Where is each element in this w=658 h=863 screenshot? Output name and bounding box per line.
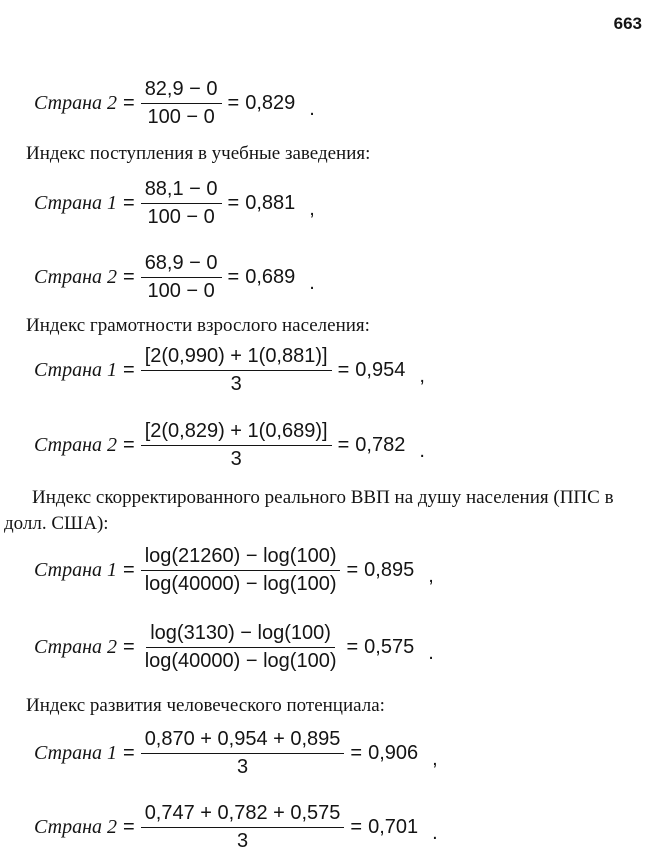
punctuation: , (432, 748, 438, 770)
punctuation: . (419, 440, 425, 462)
equation-country2-gdp (34, 622, 434, 673)
punctuation: , (309, 198, 315, 220)
heading-gdp-index: Индекс скорректированного реального ВВП на душу населения (ППС в долл. США): (4, 487, 614, 534)
equation-country2-education (34, 78, 315, 129)
denominator: 100 − 0 (147, 280, 215, 302)
result-value: 0,954 (355, 359, 406, 381)
fraction (141, 545, 341, 596)
denominator: log(40000) − log(100) (144, 650, 337, 672)
denominator: 3 (230, 448, 242, 470)
equation-lhs: Страна 2 (34, 266, 117, 288)
result-value: 0,782 (355, 434, 406, 456)
equals-sign: = (346, 636, 359, 658)
equation-country2-literacy (34, 420, 425, 471)
equals-sign: = (123, 266, 135, 288)
fraction (141, 622, 341, 673)
fraction (141, 802, 345, 853)
equation-lhs: Страна 1 (34, 359, 117, 381)
equals-sign: = (227, 192, 240, 214)
fraction (141, 728, 345, 779)
fraction (141, 252, 222, 303)
heading-literacy-index: Индекс грамотности взрослого населения: (26, 315, 370, 336)
fraction (141, 420, 332, 471)
equals-sign: = (123, 434, 135, 456)
numerator: log(3130) − log(100) (146, 622, 335, 648)
equation-country1-enrollment (34, 178, 315, 229)
equals-sign: = (350, 742, 363, 764)
denominator: 3 (236, 830, 249, 852)
equation-lhs: Страна 2 (34, 636, 117, 658)
denominator: 3 (230, 373, 242, 395)
numerator: 68,9 − 0 (141, 252, 222, 278)
equation-country1-gdp (34, 545, 434, 596)
numerator: [2(0,990) + 1(0,881)] (141, 345, 332, 371)
equation-country1-hdi (34, 728, 438, 779)
equation-lhs: Страна 1 (34, 742, 117, 764)
equals-sign: = (227, 266, 240, 288)
punctuation: . (309, 98, 315, 120)
fraction (141, 178, 222, 229)
equals-sign: = (123, 92, 135, 114)
equation-lhs: Страна 2 (34, 816, 117, 838)
equation-country1-literacy (34, 345, 425, 396)
numerator: log(21260) − log(100) (141, 545, 341, 571)
equation-lhs: Страна 1 (34, 192, 117, 214)
equals-sign: = (337, 434, 350, 456)
equation-lhs: Страна 2 (34, 434, 117, 456)
punctuation: . (432, 822, 438, 844)
equals-sign: = (123, 192, 135, 214)
numerator: 88,1 − 0 (141, 178, 222, 204)
denominator: 100 − 0 (147, 106, 215, 128)
punctuation: . (309, 272, 315, 294)
heading-enrollment-index: Индекс поступления в учебные заведения: (26, 143, 371, 164)
equation-lhs: Страна 2 (34, 92, 117, 114)
fraction (141, 345, 332, 396)
equals-sign: = (123, 816, 135, 838)
result-value: 0,689 (245, 266, 296, 288)
numerator: 82,9 − 0 (141, 78, 222, 104)
equation-country2-enrollment (34, 252, 315, 303)
result-value: 0,701 (368, 816, 419, 838)
result-value: 0,881 (245, 192, 296, 214)
denominator: log(40000) − log(100) (144, 573, 337, 595)
numerator: 0,870 + 0,954 + 0,895 (141, 728, 345, 754)
result-value: 0,829 (245, 92, 296, 114)
punctuation: . (428, 642, 434, 664)
equals-sign: = (123, 359, 135, 381)
denominator: 3 (236, 756, 249, 778)
numerator: 0,747 + 0,782 + 0,575 (141, 802, 345, 828)
equation-lhs: Страна 1 (34, 559, 117, 581)
punctuation: , (428, 565, 434, 587)
heading-hdi: Индекс развития человеческого потенциала: (26, 695, 385, 716)
page-number: 663 (613, 14, 642, 33)
result-value: 0,906 (368, 742, 419, 764)
equals-sign: = (346, 559, 359, 581)
equals-sign: = (123, 742, 135, 764)
equals-sign: = (123, 636, 135, 658)
equals-sign: = (337, 359, 350, 381)
denominator: 100 − 0 (147, 206, 215, 228)
equation-country2-hdi (34, 802, 438, 853)
equals-sign: = (123, 559, 135, 581)
punctuation: , (419, 365, 425, 387)
numerator: [2(0,829) + 1(0,689)] (141, 420, 332, 446)
equals-sign: = (350, 816, 363, 838)
result-value: 0,895 (364, 559, 415, 581)
fraction (141, 78, 222, 129)
equals-sign: = (227, 92, 240, 114)
result-value: 0,575 (364, 636, 415, 658)
